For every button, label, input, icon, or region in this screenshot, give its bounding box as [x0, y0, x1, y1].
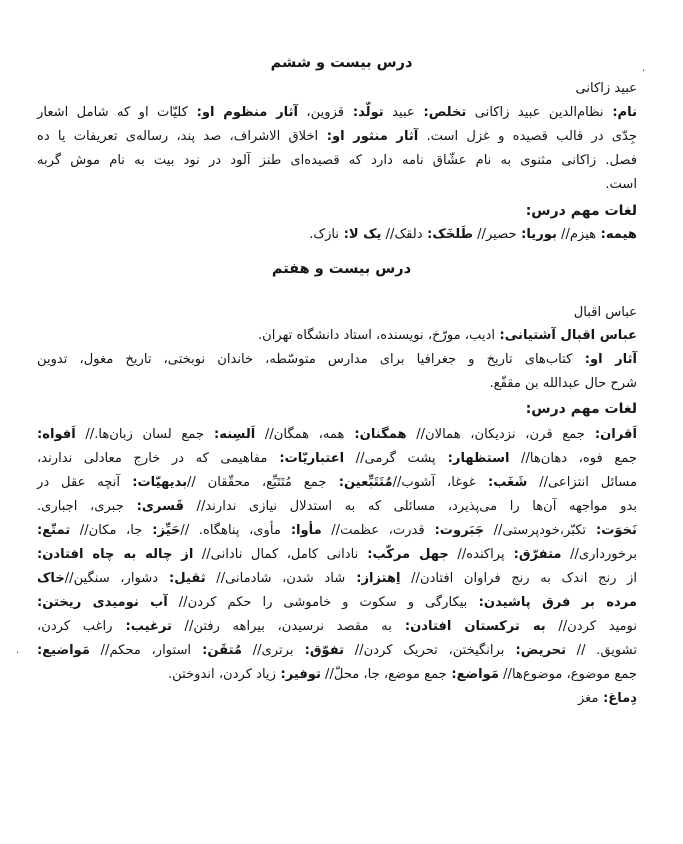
lesson-27-vocab-line-2: جمع فوه، دهان‌ها// استظهار: پشت گرمی// اعتباریّات: مفاهیمی که در خارج معادلی ندارند، [37, 451, 638, 466]
lesson-27-title: درس بیست و هفتم [271, 261, 412, 277]
lesson-27-vocab-line-10: تشویق. // تحریض: برانگیختن، تحریک کردن// تفوّق: برتری// مُتقَن: استوار، محکم// مَواضیع: [37, 643, 637, 658]
lesson-27-vocab-line-5: نَخوَت: تکبّر،خودپرستی// جَبَروت: قدرت، عظمت// مأوا: مأوی، پناهگاه. //حَیِّز: جا، مکان// تمتّع: [37, 523, 637, 538]
lesson-27-bio-line: عباس اقبال آشتیانی: ادیب، مورّخ، نویسنده، استاد دانشگاه تهران. [257, 328, 637, 343]
lesson-26-title: درس بیست و ششم [270, 55, 413, 71]
lesson-26-bio-line-4: است. [605, 177, 637, 192]
lesson-27-vocab-line-12: دِماغ: مغز [577, 691, 637, 706]
lesson-27-vocab-line-4: بدو مواجهه آن‌ها را می‌پذیرد، مسائلی که به استدلال نیازی ندارند// قَسری: جبری، اجباری. [37, 499, 637, 514]
lesson-27-vocab-heading: لغات مهم درس: [525, 401, 637, 417]
lesson-27-vocab-line-7: از رنج اندک به رنج فراوان افتادن// اِهتزاز: شاد شدن، شادمانی// ثقیل: دشوار، سنگین//خاک [37, 571, 638, 586]
lesson-26-bio-line-1: نام: نظام‌الدین عبید زاکانی تخلص: عبید تولّد: قزوین، آثار منظوم او: کلیّات او که شامل اشعار [37, 105, 637, 120]
lesson-26-vocab-line: هیمه: هیزم// بوریا: حصیر// طَلخَک: دلقک// یک لا: نازک. [309, 227, 637, 242]
lesson-27-vocab-line-8: مرده بر فرق پاشیدن: بیکارگی و سکوت و خاموشی را حکم کردن// آب نومیدی ریختن: [37, 595, 637, 610]
lesson-27-vocab-line-1: اَقران: جمع قرن، نزدیکان، همالان// همگنان: همه، همگان// اَلسِنه: جمع لسان زبان‌ها.// اَفواه: [37, 427, 637, 442]
lesson-26-author-heading: عبید زاکانی [575, 81, 637, 96]
scan-speck-mark: · [16, 648, 20, 659]
lesson-27-vocab-line-3: مسائل انتزاعی// شَغَب: غوغا، آشوب//مُتَتَبِّعین: جمع مُتَتَبِّع، محقّقان //بدیهیّات: آنچه عقل در [37, 475, 637, 490]
lesson-27-vocab-line-11: جمع موضوع، موضوع‌ها// مَواضع: جمع موضع، جا، محلّ// توفیر: زیاد کردن، اندوختن. [168, 667, 637, 682]
lesson-26-vocab-heading: لغات مهم درس: [525, 203, 637, 219]
lesson-27-works-line-1: آثار او: کتاب‌های تاریخ و جغرافیا برای مدارس متوسّطه، خاندان نوبختی، تاریخ مغول، تدوین [37, 352, 638, 367]
lesson-27-works-line-2: شرح حال عبدالله بن مقفّع. [489, 376, 637, 391]
lesson-27-vocab-line-9: نومید کردن// به ترکستان افتادن: به مقصد نرسیدن، بیراهه رفتن// ترغیب: راغب کردن، [37, 619, 637, 634]
lesson-26-bio-line-3: فصل. زاکانی مثنوی به نام عشّاق نامه دارد که قصیده‌ای طنز آلود در نود بیت به نام موش گربه [37, 153, 637, 168]
lesson-26-bio-line-2: جِدّی در قالب قصیده و غزل است. آثار منثور او: اخلاق الاشراف، صد پند، رساله‌ی تعریفات یا ده [37, 129, 638, 144]
scan-speck-mark: · [641, 66, 645, 77]
lesson-27-vocab-line-6: برخورداری// متفرّق: پراکنده// جهل مرکّب: نادانی کامل، کمال نادانی// از چاله به چاه افتادن: [37, 547, 637, 562]
lesson-27-author-heading: عباس اقبال [573, 305, 637, 320]
